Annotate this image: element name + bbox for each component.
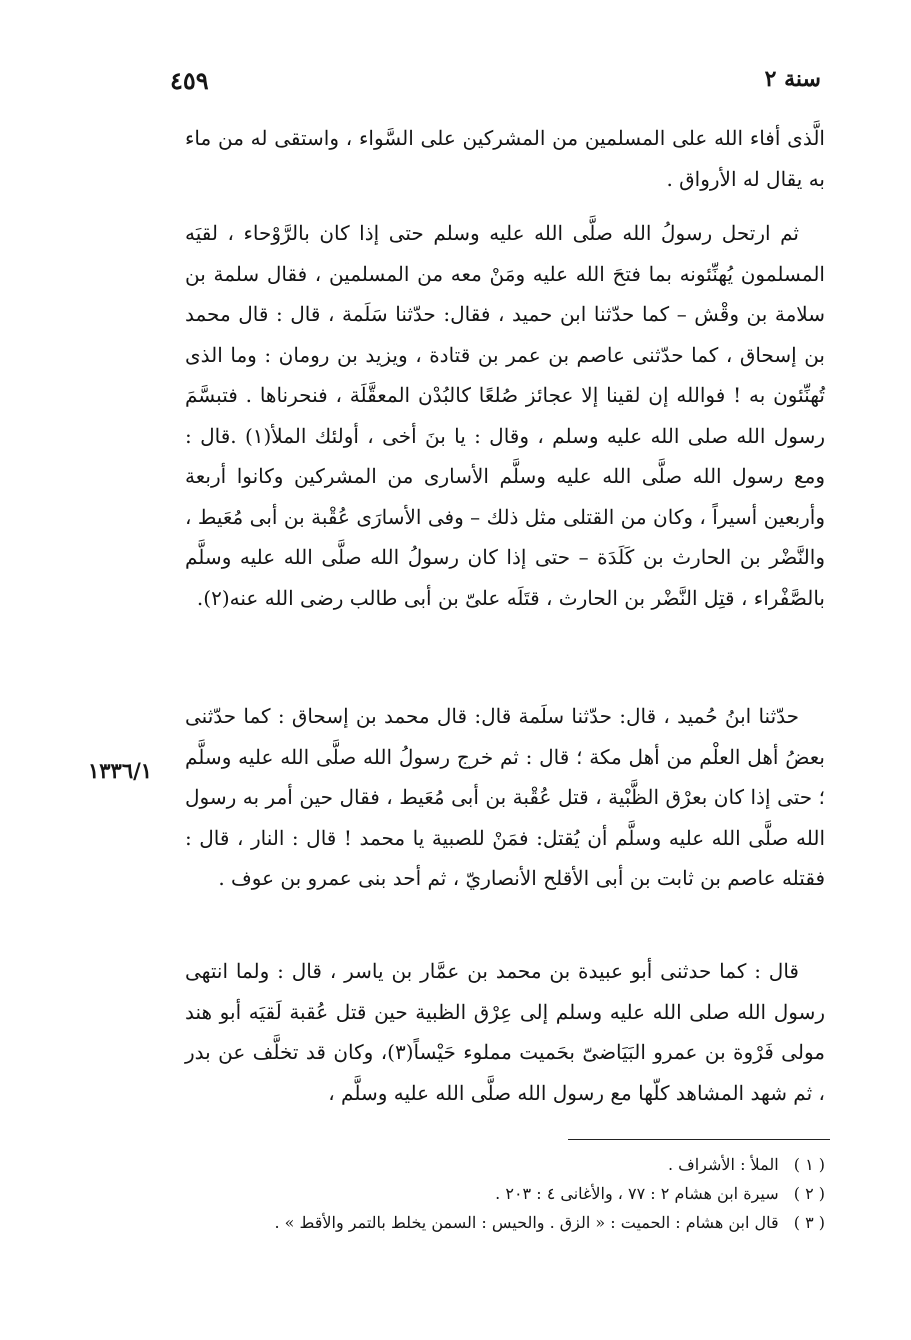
paragraph-4: قال : كما حدثنى أبو عبيدة بن محمد بن عمَّار بن ياسر ، قال : ولما انتهى رسول الله صلى الله عليه وسلم إلى عِرْق الظبية حين قتل عُقبة لَقيَه أبو هند مولى فَرْوة بن عمرو البَيَاضىّ بحَميت مملوء حَيْساً(٣)، وكان قد تخلَّف عن بدر ، ثم شهد المشاهد كلّها مع رسول الله صلَّى الله عليه وسلَّم ،	[185, 959, 825, 1105]
paragraph-1: الَّذى أفاء الله على المسلمين من المشركين على السَّواء ، واستقى له من ماء به يقال له الأرواق .	[185, 126, 825, 191]
footnote-text: قال ابن هشام : الحميت : « الزق . والحيس : السمن يخلط بالتمر والأقط » .	[274, 1213, 779, 1232]
footnote-text: الملأ : الأشراف .	[667, 1155, 779, 1174]
footnote-number: ( ٣ )	[793, 1213, 825, 1232]
footnote-divider	[568, 1139, 830, 1140]
footnotes	[185, 1150, 825, 1237]
paragraph-3: حدّثنا ابنُ حُميد ، قال: حدّثنا سلَمة قال: قال محمد بن إسحاق : كما حدّثنى بعضُ أهل العلْم من أهل مكة ؛ قال : ثم خرج رسولُ الله صلَّى الله عليه وسلَّم ؛ حتى إذا كان بعرْق الظَّبْية ، قتل عُقْبة بن أبى مُعَيط ، فقال حين أمر به رسول الله صلَّى الله عليه وسلَّم أن يُقتل: فمَنْ للصبية يا محمد ! قال : النار ، قال : فقتله عاصم بن ثابت بن أبى الأقلح الأنصاريّ ، ثم أحد بنى عمرو بن عوف .	[185, 704, 825, 890]
footnote-number: ( ١ )	[793, 1155, 825, 1174]
footnote-3	[185, 1208, 825, 1237]
paragraph-2: ثم ارتحل رسولُ الله صلَّى الله عليه وسلم حتى إذا كان بالرَّوْحاء ، لقيَه المسلمون يُهنِّئونه بما فتحَ الله عليه ومَنْ معه من المسلمين ، فقال سلمة بن سلامة بن وقْش – كما حدّثنا ابن حميد ، فقال: حدّثنا سَلَمة ، قال : قال محمد بن إسحاق ، كما حدّثنى عاصم بن عمر بن قتادة ، ويزيد بن رومان : وما الذى تُهنِّئون به ! فوالله إن لقينا إلا عجائز صُلعًا كالبُدْن المعقَّلَة ، فنحرناها . فتبسَّمَ رسول الله صلى الله عليه وسلم ، وقال : يا بنَ أخى ، أولئك الملأ(١) .قال : ومع رسول الله صلَّى الله عليه وسلَّم الأسارى من المشركين وكانوا أربعة وأربعين أسيراً ، وكان من القتلى مثل ذلك – وفى الأسارَى عُقْبة بن أبى مُعَيط ، والنَّضْر بن الحارث بن كَلَدَة – حتى إذا كان رسولُ الله صلَّى الله عليه وسلَّم بالصَّفْراء ، قتِل النَّضْر بن الحارث ، قتَلَه علىّ بن أبى طالب رضى الله عنه(٢).	[185, 221, 825, 610]
page-number: ٤٥٩	[170, 66, 209, 95]
page-header	[170, 66, 821, 106]
footnote-number: ( ٢ )	[793, 1184, 825, 1203]
running-title: سنة ٢	[764, 66, 821, 92]
footnote-2	[185, 1179, 825, 1208]
footnote-text: سيرة ابن هشام ٢ : ٧٧ ، والأغانى ٤ : ٢٠٣ .	[495, 1184, 779, 1203]
margin-note: ١٣٣٦/١	[88, 758, 153, 783]
footnote-1	[185, 1150, 825, 1179]
